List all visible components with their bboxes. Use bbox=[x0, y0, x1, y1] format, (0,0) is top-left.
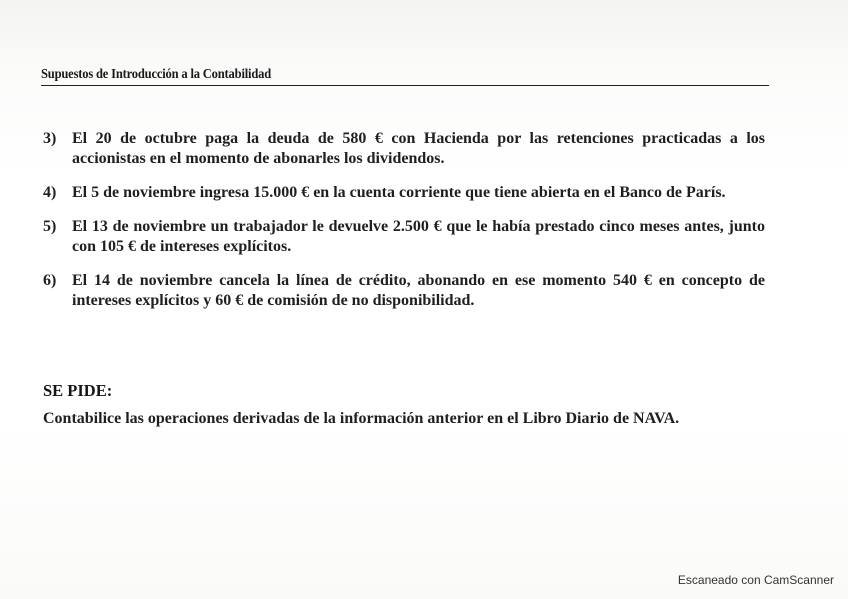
item-number: 5) bbox=[43, 218, 57, 235]
header-title: Supuestos de Introducción a la Contabilidad bbox=[41, 66, 272, 81]
header-rule bbox=[41, 85, 769, 86]
task-heading: SE PIDE: bbox=[43, 381, 113, 400]
list-item bbox=[43, 271, 765, 311]
item-number: 6) bbox=[43, 272, 57, 289]
task-instruction: Contabilice las operaciones derivadas de la información anterior en el Libro Diario de NAVA. bbox=[43, 410, 680, 427]
scanner-watermark: Escaneado con CamScanner bbox=[677, 573, 834, 587]
item-text: El 13 de noviembre un trabajador le devuelve 2.500 € que le había prestado cinco meses antes, junto con 105 € de intereses explícitos. bbox=[72, 218, 765, 255]
list-item bbox=[43, 217, 765, 257]
operations-list bbox=[43, 129, 765, 325]
item-number: 3) bbox=[43, 130, 57, 147]
item-text: El 5 de noviembre ingresa 15.000 € en la cuenta corriente que tiene abierta en el Banco de París. bbox=[72, 184, 726, 201]
list-item bbox=[43, 129, 765, 169]
page-header bbox=[41, 66, 769, 82]
item-text: El 14 de noviembre cancela la línea de crédito, abonando en ese momento 540 € en concepto de intereses explícitos y 60 € de comisión de no disponibilidad. bbox=[72, 272, 765, 309]
item-number: 4) bbox=[43, 184, 57, 201]
list-item bbox=[43, 183, 765, 203]
item-text: El 20 de octubre paga la deuda de 580 € con Hacienda por las retenciones practicadas a los accionistas en el momento de abonarles los dividendos. bbox=[72, 130, 765, 167]
